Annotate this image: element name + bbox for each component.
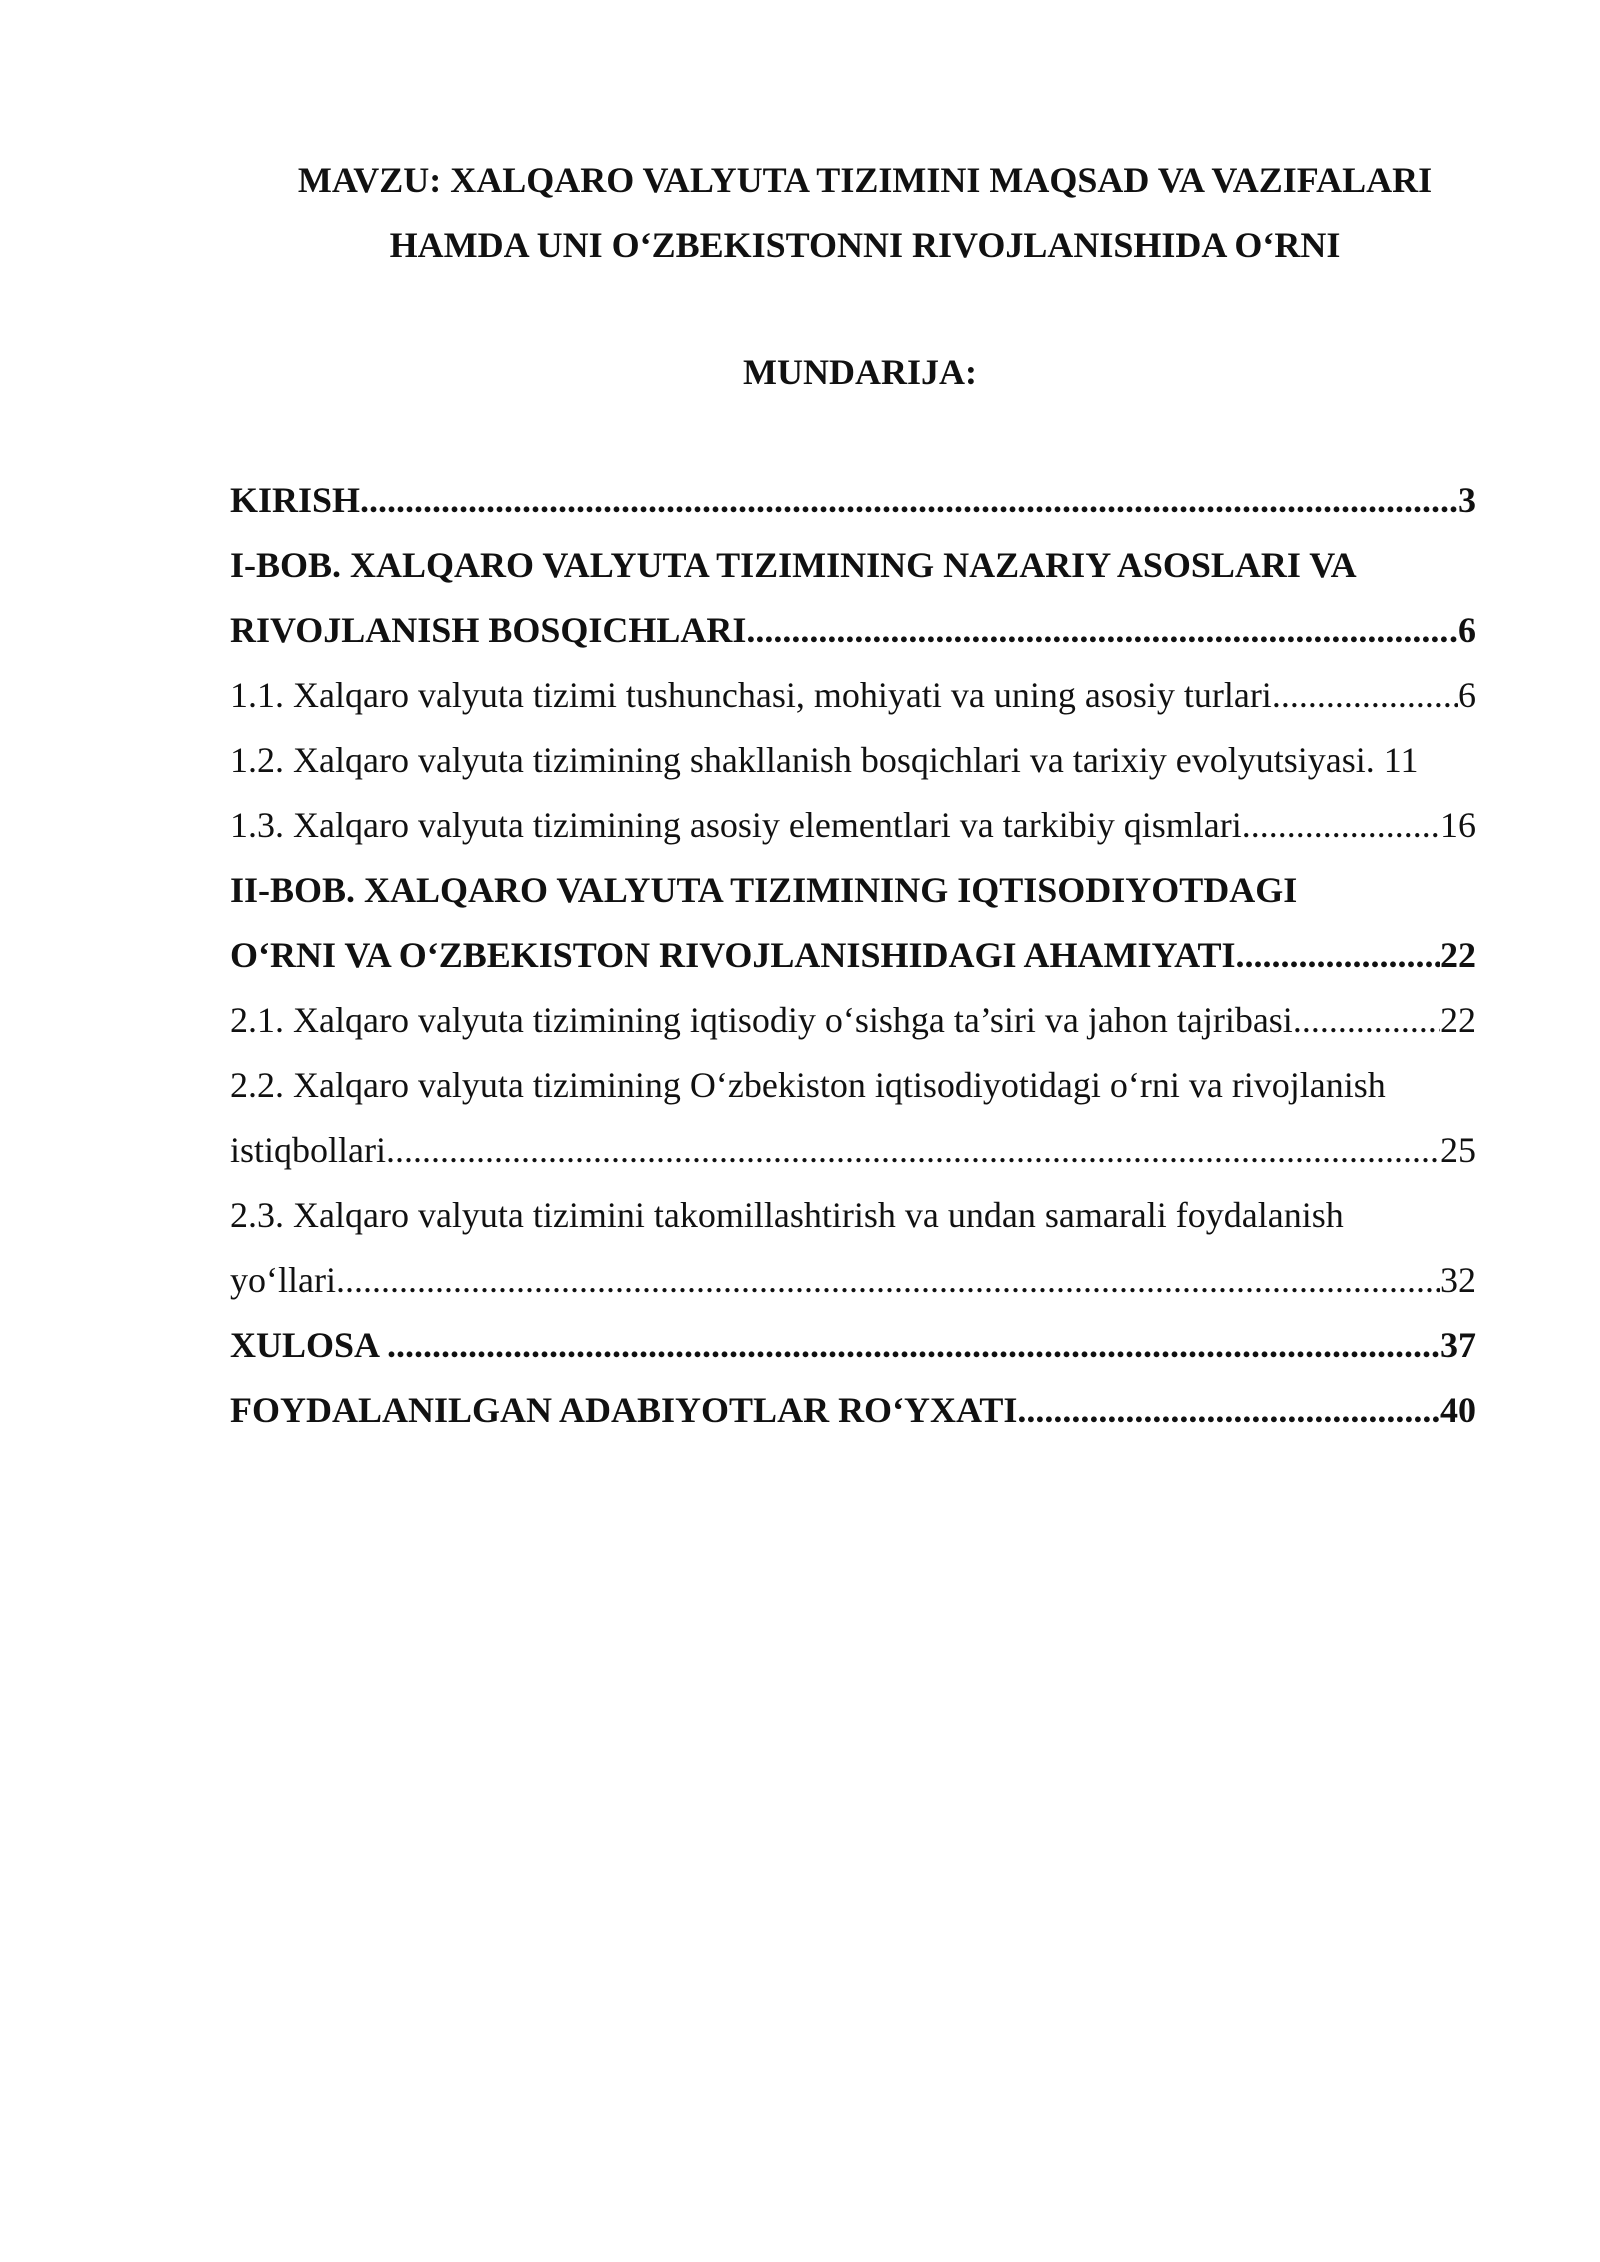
toc-entry-text: istiqbollari: [230, 1130, 386, 1170]
toc-entry-text: KIRISH: [230, 480, 361, 520]
toc-page-number: 16: [1440, 805, 1476, 845]
toc-section-1-3: [230, 793, 1476, 858]
toc-entry-text: FOYDALANILGAN ADABIYOTLAR RO‘YXATI: [230, 1390, 1018, 1430]
toc-entry-text: O‘RNI VA O‘ZBEKISTON RIVOJLANISHIDAGI AHAMIYATI: [230, 935, 1236, 975]
toc-page-number: 37: [1440, 1325, 1476, 1365]
toc-page-number: 32: [1440, 1260, 1476, 1300]
dot-leader: [360, 468, 1449, 533]
toc-entry-text: yo‘llari: [230, 1260, 336, 1300]
toc-chapter-1-line-2: [230, 598, 1476, 663]
toc-heading: MUNDARIJA:: [743, 352, 977, 392]
toc-chapter-2-line-1: II-BOB. XALQARO VALYUTA TIZIMINING IQTISODIYOTDAGI: [230, 870, 1298, 910]
dot-leader: [1272, 663, 1458, 728]
title-line-2: HAMDA UNI O‘ZBEKISTONNI RIVOJLANISHIDA O‘RNI: [389, 225, 1341, 265]
toc-section-2-1: [230, 988, 1476, 1053]
toc-entry-text: 1.1. Xalqaro valyuta tizimi tushunchasi, mohiyati va uning asosiy turlari: [230, 675, 1272, 715]
dot-leader: [746, 598, 1449, 663]
toc-entry-text: RIVOJLANISH BOSQICHLARI: [230, 610, 747, 650]
dot-leader: [1242, 793, 1440, 858]
dot-leader: [1017, 1378, 1440, 1443]
toc-page-number: 40: [1440, 1390, 1476, 1430]
title-line-1: MAVZU: XALQARO VALYUTA TIZIMINI MAQSAD VA VAZIFALARI: [297, 160, 1433, 200]
toc-section-2-2-line-1: 2.2. Xalqaro valyuta tizimining O‘zbekiston iqtisodiyotidagi o‘rni va rivojlanish: [230, 1065, 1386, 1105]
toc-entry-xulosa: [230, 1313, 1476, 1378]
toc-section-1-1: [230, 663, 1476, 728]
toc-section-2-3-line-2: [230, 1248, 1476, 1313]
toc-page-number: 25: [1440, 1130, 1476, 1170]
toc-entry-adabiyotlar: [230, 1378, 1476, 1443]
dot-leader: [1293, 988, 1440, 1053]
toc-chapter-1-line-1: I-BOB. XALQARO VALYUTA TIZIMINING NAZARIY ASOSLARI VA: [230, 545, 1357, 585]
dot-leader: [387, 1313, 1440, 1378]
toc-entry-text: 1.3. Xalqaro valyuta tizimining asosiy elementlari va tarkibiy qismlari: [230, 805, 1242, 845]
toc-entry-text: 2.1. Xalqaro valyuta tizimining iqtisodiy o‘sishga ta’siri va jahon tajribasi: [230, 1000, 1293, 1040]
toc-chapter-2-line-2: [230, 923, 1476, 988]
toc-entry-text: XULOSA: [230, 1325, 388, 1365]
document-title: [200, 148, 1530, 278]
toc-page-number: .6: [1449, 610, 1476, 650]
table-of-contents: [230, 468, 1476, 1443]
toc-section-2-3-line-1: 2.3. Xalqaro valyuta tizimini takomillashtirish va undan samarali foydalanish: [230, 1195, 1344, 1235]
dot-leader: [336, 1248, 1440, 1313]
toc-section-2-2-line-2: [230, 1118, 1476, 1183]
toc-page-number: 22: [1440, 1000, 1476, 1040]
toc-page-number: 6: [1458, 675, 1476, 715]
toc-section-1-2: 1.2. Xalqaro valyuta tizimining shakllanish bosqichlari va tarixiy evolyutsiyasi. 11: [230, 740, 1419, 780]
toc-entry-kirish: [230, 468, 1476, 533]
toc-page-number: 22: [1440, 935, 1476, 975]
toc-page-number: .3: [1449, 480, 1476, 520]
dot-leader: [1236, 923, 1440, 988]
dot-leader: [386, 1118, 1440, 1183]
